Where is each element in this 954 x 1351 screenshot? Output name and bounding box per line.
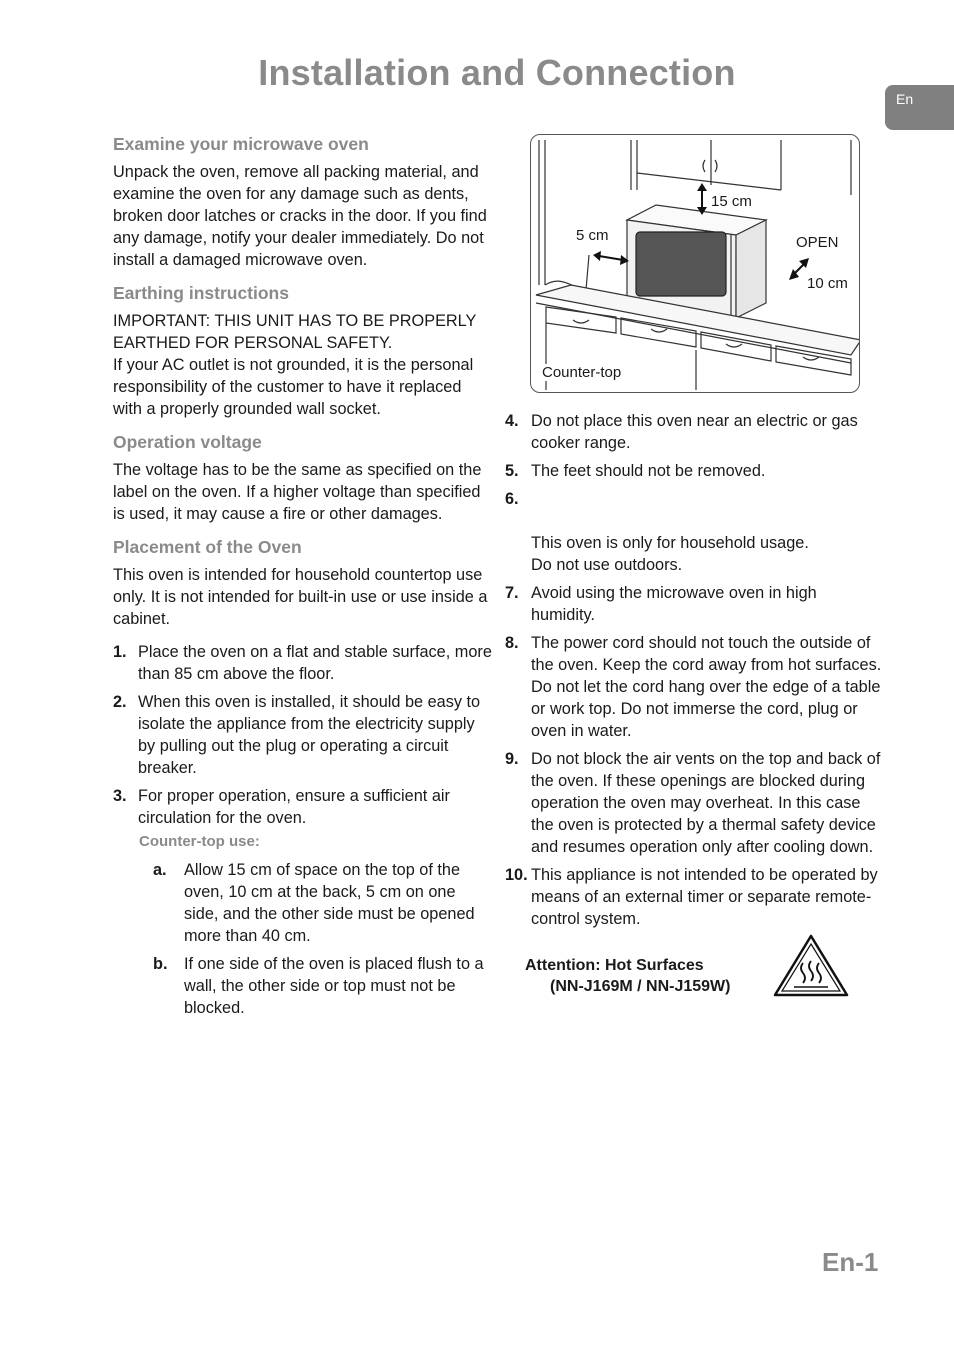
list-item-text: For proper operation, ensure a sufficient air circulation for the oven.	[138, 787, 450, 827]
list-item-text: The power cord should not touch the outside of the oven. Keep the cord away from hot surfaces. Do not let the cord hang over the edge of a table or work top. Do not immerse the cord, plug or oven in water.	[531, 634, 882, 740]
list-item-text: Avoid using the microwave oven in high humidity.	[531, 584, 817, 624]
label-open-side: OPEN	[796, 234, 839, 251]
sub-list-item-letter: b.	[153, 955, 168, 973]
list-item-number: 4.	[505, 412, 519, 430]
sub-list-item	[113, 953, 493, 1019]
oven-placement-drawing	[531, 135, 860, 393]
list-item	[113, 641, 493, 685]
page-number: En-1	[822, 1247, 879, 1277]
counter-top-subheading: Counter-top use:	[139, 833, 260, 850]
earthing-important-text: IMPORTANT: THIS UNIT HAS TO BE PROPERLY EARTHED FOR PERSONAL SAFETY.	[113, 312, 477, 352]
earthing-text: If your AC outlet is not grounded, it is the personal responsibility of the customer to have it replaced with a properly grounded wall socket.	[113, 356, 474, 418]
list-item	[505, 488, 885, 576]
attention-line-2: (NN-J169M / NN-J159W)	[550, 978, 731, 995]
list-item-number: 10.	[505, 866, 528, 884]
list-item-text: Do not block the air vents on the top and back of the oven. If these openings are blocked during operation the oven may overheat. In this case the oven is protected by a thermal safety device and resumes operation only after cooling down.	[531, 750, 881, 856]
sub-list-item-text: Allow 15 cm of space on the top of the oven, 10 cm at the back, 5 cm on one side, and the other side must be opened more than 40 cm.	[184, 861, 475, 945]
list-item-number: 8.	[505, 634, 519, 652]
list-item-number: 3.	[113, 787, 127, 805]
list-item	[505, 864, 885, 930]
label-back-clearance: 10 cm	[807, 275, 848, 292]
section-heading-examine: Examine your microwave oven	[113, 134, 369, 154]
label-top-clearance: 15 cm	[711, 193, 752, 210]
hot-surface-warning-icon	[772, 933, 850, 999]
list-item-text: When this oven is installed, it should be easy to isolate the appliance from the electricity supply by pulling out the plug or operating a circuit breaker.	[138, 693, 481, 777]
list-item-number: 9.	[505, 750, 519, 768]
list-item-number: 6.	[505, 490, 519, 508]
attention-hot-surfaces	[525, 955, 765, 997]
sub-list-item-letter: a.	[153, 861, 167, 879]
list-item-number: 7.	[505, 584, 519, 602]
sub-list-item	[113, 859, 493, 947]
oven-placement-illustration	[530, 134, 860, 393]
list-item-text: Do not place this oven near an electric or gas cooker range.	[531, 412, 858, 452]
list-item-number: 1.	[113, 643, 127, 661]
list-item	[505, 748, 885, 858]
list-item-text: This appliance is not intended to be operated by means of an external timer or separate remote-control system.	[531, 866, 878, 928]
list-item	[505, 410, 885, 454]
section-heading-earthing: Earthing instructions	[113, 283, 289, 303]
list-item	[505, 460, 885, 482]
language-tab[interactable]: En	[885, 85, 954, 130]
list-item	[505, 632, 885, 742]
sub-list-item-text: If one side of the oven is placed flush to a wall, the other side or top must not be blocked.	[184, 955, 484, 1017]
section-text-placement: This oven is intended for household countertop use only. It is not intended for built-in use or use inside a cabinet.	[113, 566, 488, 628]
left-column	[113, 133, 493, 1025]
list-item-text: The feet should not be removed.	[531, 462, 766, 480]
list-item	[505, 582, 885, 626]
label-side-clearance: 5 cm	[576, 227, 609, 244]
section-heading-placement: Placement of the Oven	[113, 537, 302, 557]
list-item	[113, 785, 493, 829]
list-item-text: This oven is only for household usage. Do not use outdoors.	[531, 534, 809, 574]
section-heading-voltage: Operation voltage	[113, 432, 262, 452]
right-column	[505, 410, 885, 936]
label-counter-top: Counter-top	[542, 364, 622, 381]
list-item-number: 2.	[113, 693, 127, 711]
list-item-number: 5.	[505, 462, 519, 480]
attention-line-1: Attention: Hot Surfaces	[525, 957, 704, 974]
list-item-text: Place the oven on a flat and stable surface, more than 85 cm above the floor.	[138, 643, 492, 683]
page-title: Installation and Connection	[258, 52, 736, 93]
section-text-voltage: The voltage has to be the same as specified on the label on the oven. If a higher voltage than specified is used, it may cause a fire or other damages.	[113, 461, 482, 523]
section-text-examine: Unpack the oven, remove all packing material, and examine the oven for any damage such as dents, broken door latches or cracks in the door. If you find any damage, notify your dealer immediately. Do not install a damaged microwave oven.	[113, 163, 487, 269]
list-item	[113, 691, 493, 779]
